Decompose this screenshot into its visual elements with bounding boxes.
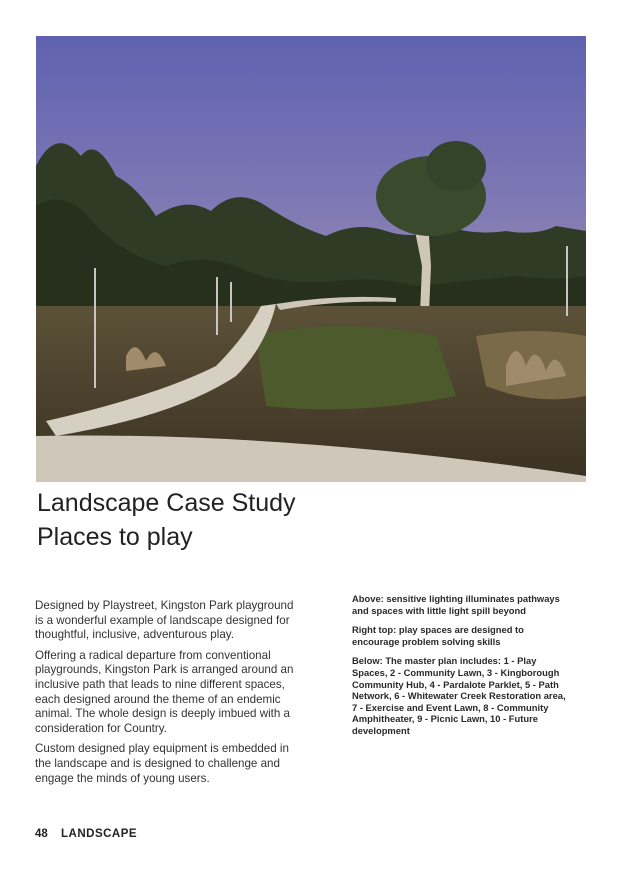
- caption-above: Above: sensitive lighting illuminates pathways and spaces with little light spill beyond: [352, 593, 560, 616]
- title-line-1: Landscape Case Study: [37, 489, 296, 517]
- page-footer: [35, 828, 137, 840]
- page-title: [37, 486, 296, 554]
- section-label: LANDSCAPE: [61, 828, 138, 840]
- body-text: [35, 599, 300, 792]
- captions: [352, 593, 572, 745]
- light-pole: [94, 268, 96, 388]
- body-paragraph: Custom designed play equipment is embedded in the landscape and is designed to challenge and engage the minds of young users.: [35, 742, 289, 785]
- caption-below: Below: The master plan includes: 1 - Play Spaces, 2 - Community Lawn, 3 - Kingborough Community Hub, 4 - Pardalote Parklet, 5 - Path Network, 6 - Whitewater Creek Restoration area, 7 - Exercise and Event Lawn, 8 - Community Amphitheater, 9 - Picnic Lawn, 10 - Future development: [352, 655, 566, 736]
- landscape-photo: [36, 36, 586, 482]
- landscape-photo-graphic: [36, 36, 586, 482]
- body-paragraph: Offering a radical departure from conventional playgrounds, Kingston Park is arranged around an inclusive path that leads to nine different spaces, each designed around the theme of an endemic animal. The whole design is deeply imbued with a consideration for Country.: [35, 648, 294, 735]
- page-number: 48: [35, 828, 48, 840]
- caption-right-top: Right top: play spaces are designed to encourage problem solving skills: [352, 624, 524, 647]
- body-paragraph: Designed by Playstreet, Kingston Park playground is a wonderful example of landscape designed for thoughtful, inclusive, adventurous play.: [35, 599, 294, 642]
- title-line-2: Places to play: [37, 523, 193, 551]
- grass-patch: [256, 326, 456, 409]
